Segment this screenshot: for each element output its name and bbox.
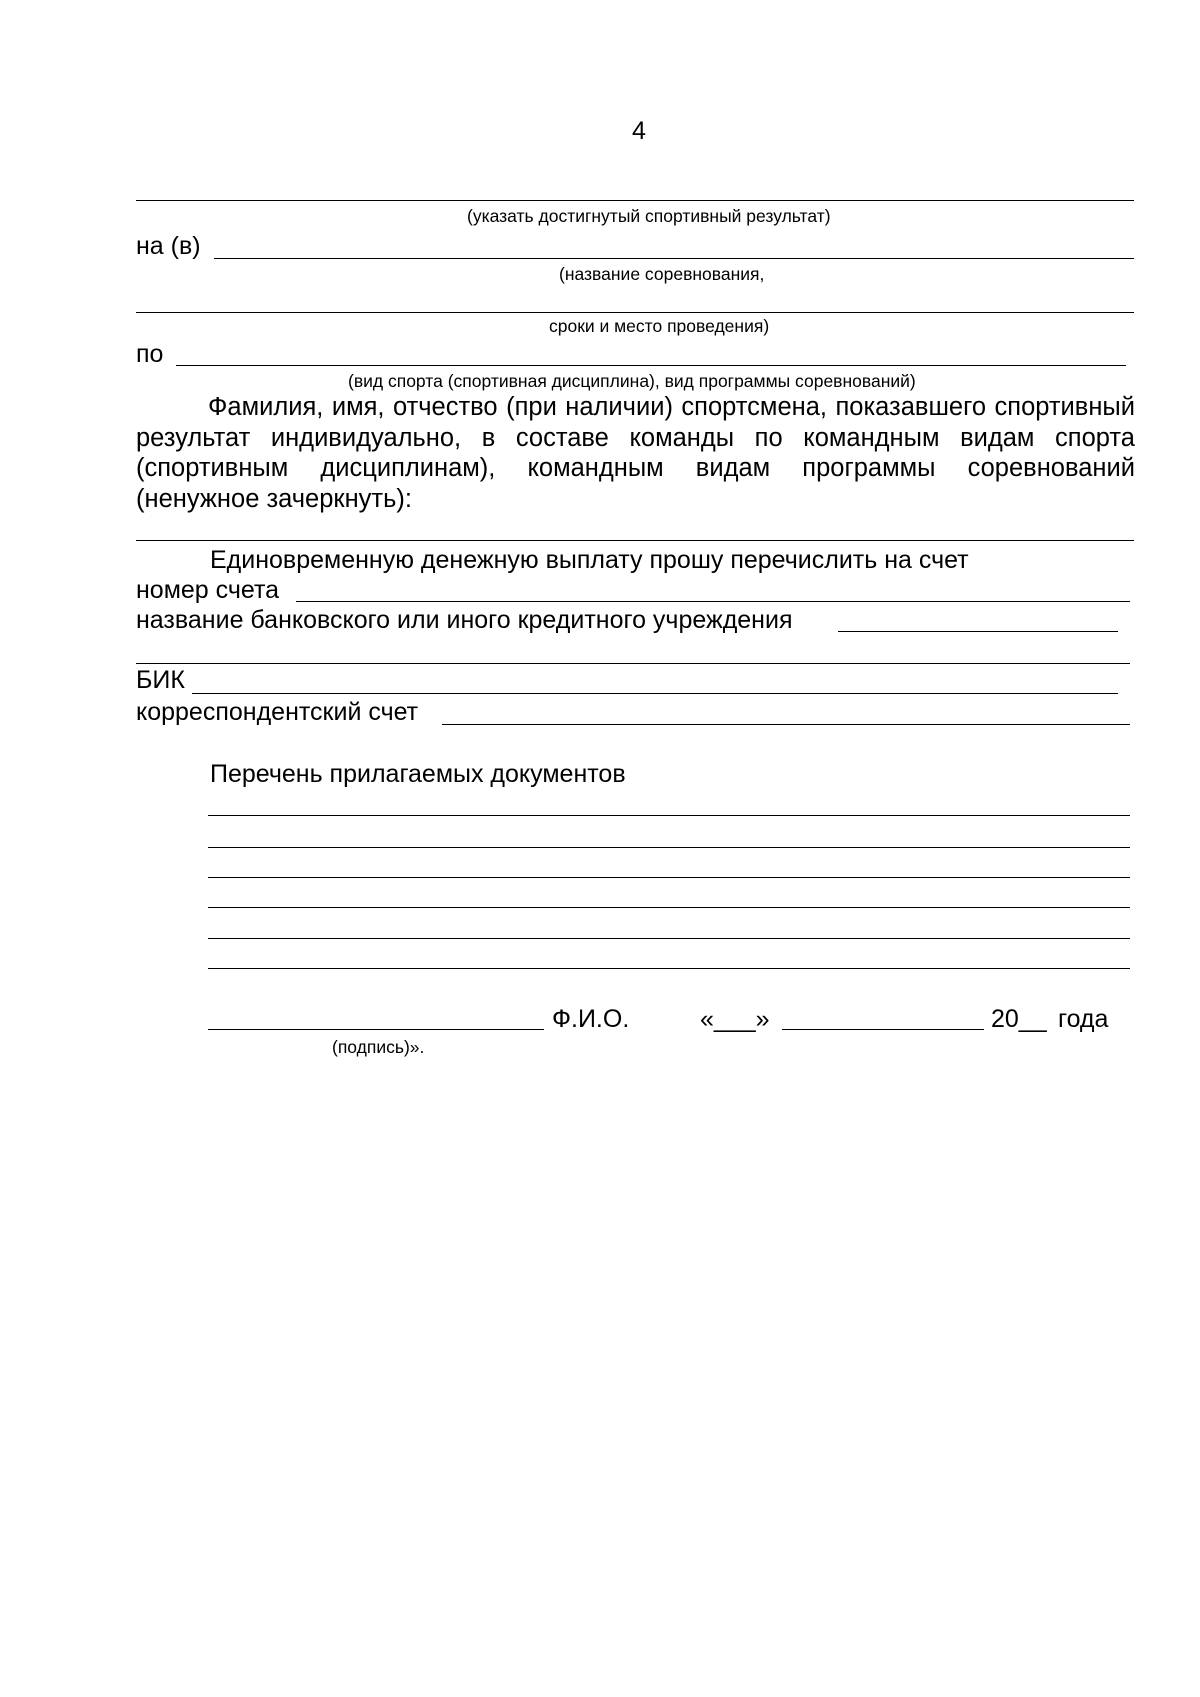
page-number: 4	[632, 117, 646, 145]
document-line[interactable]	[208, 907, 1130, 908]
day-field[interactable]: «___»	[700, 1005, 770, 1033]
bank-line[interactable]	[838, 631, 1118, 632]
dates-place-line[interactable]	[136, 312, 1134, 313]
bank-label: название банковского или иного кредитного учреждения	[136, 606, 793, 634]
bik-label: БИК	[136, 666, 185, 694]
athlete-paragraph: Фамилия, имя, отчество (при наличии) спортсмена, показавшего спортивный результат индивидуально, в составе команды по командным видам спорта (спортивным дисциплинам), командным видам программы соревнований (ненужное зачеркнуть):	[136, 393, 1135, 513]
po-label: по	[136, 340, 164, 368]
documents-title: Перечень прилагаемых документов	[210, 760, 626, 788]
competition-line[interactable]	[214, 258, 1134, 259]
corr-label: корреспондентский счет	[136, 698, 419, 726]
sport-caption: (вид спорта (спортивная дисциплина), вид программы соревнований)	[348, 371, 916, 391]
year-word: года	[1058, 1005, 1109, 1033]
dates-place-caption: сроки и место проведения)	[549, 316, 770, 336]
account-label: номер счета	[136, 576, 280, 604]
payment-intro: Единовременную денежную выплату прошу перечислить на счет	[210, 546, 969, 574]
bik-line[interactable]	[192, 693, 1118, 694]
document-line[interactable]	[208, 968, 1130, 969]
competition-caption: (название соревнования,	[559, 264, 765, 284]
sport-line[interactable]	[176, 365, 1126, 366]
account-line[interactable]	[296, 601, 1130, 602]
na-v-label: на (в)	[136, 232, 201, 260]
bank-line-2[interactable]	[136, 663, 1130, 664]
month-line[interactable]	[782, 1029, 984, 1030]
athlete-line[interactable]	[136, 540, 1134, 541]
document-line[interactable]	[208, 877, 1130, 878]
year-field[interactable]: 20__	[991, 1005, 1047, 1033]
document-line[interactable]	[208, 815, 1130, 816]
signature-caption: (подпись)».	[332, 1037, 425, 1057]
document-line[interactable]	[208, 938, 1130, 939]
result-line[interactable]	[136, 200, 1134, 201]
signature-line[interactable]	[208, 1029, 544, 1030]
document-line[interactable]	[208, 847, 1130, 848]
result-caption: (указать достигнутый спортивный результат)	[467, 206, 831, 226]
fio-label: Ф.И.О.	[552, 1005, 630, 1033]
corr-line[interactable]	[442, 724, 1130, 725]
